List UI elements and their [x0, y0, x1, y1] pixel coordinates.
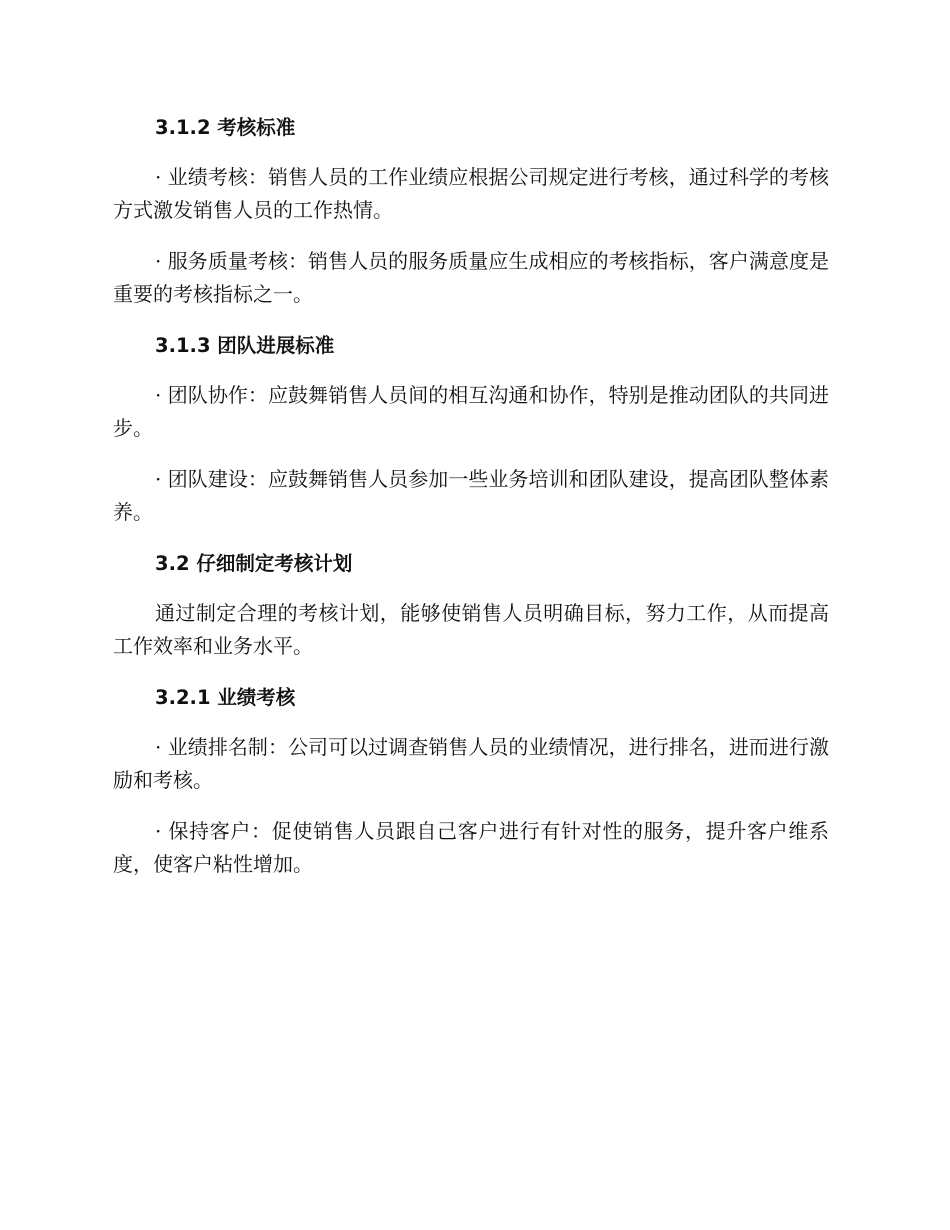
paragraph-performance-ranking: · 业绩排名制：公司可以过调查销售人员的业绩情况，进行排名，进而进行激励和考核。 [113, 735, 829, 792]
document-body [113, 111, 829, 881]
paragraph-team-building: · 团队建设：应鼓舞销售人员参加一些业务培训和团队建设，提高团队整体素养。 [113, 467, 829, 524]
section-heading-3-2-1: 3.2.1 业绩考核 [155, 686, 296, 709]
paragraph-service-quality-review: · 服务质量考核：销售人员的服务质量应生成相应的考核指标，客户满意度是重要的考核指标之一。 [113, 249, 829, 306]
paragraph-customer-retention: · 保持客户：促使销售人员跟自己客户进行有针对性的服务，提升客户维系度，使客户粘性增加。 [113, 819, 829, 876]
paragraph-assessment-plan: 通过制定合理的考核计划，能够使销售人员明确目标，努力工作，从而提高工作效率和业务水平。 [113, 601, 829, 658]
paragraph-team-collaboration: · 团队协作：应鼓舞销售人员间的相互沟通和协作，特别是推动团队的共同进步。 [113, 383, 829, 440]
section-heading-3-1-3: 3.1.3 团队进展标准 [155, 334, 335, 357]
paragraph-performance-review: · 业绩考核：销售人员的工作业绩应根据公司规定进行考核，通过科学的考核方式激发销售人员的工作热情。 [113, 165, 829, 222]
section-heading-3-2: 3.2 仔细制定考核计划 [155, 552, 353, 575]
section-heading-3-1-2: 3.1.2 考核标准 [155, 116, 296, 139]
